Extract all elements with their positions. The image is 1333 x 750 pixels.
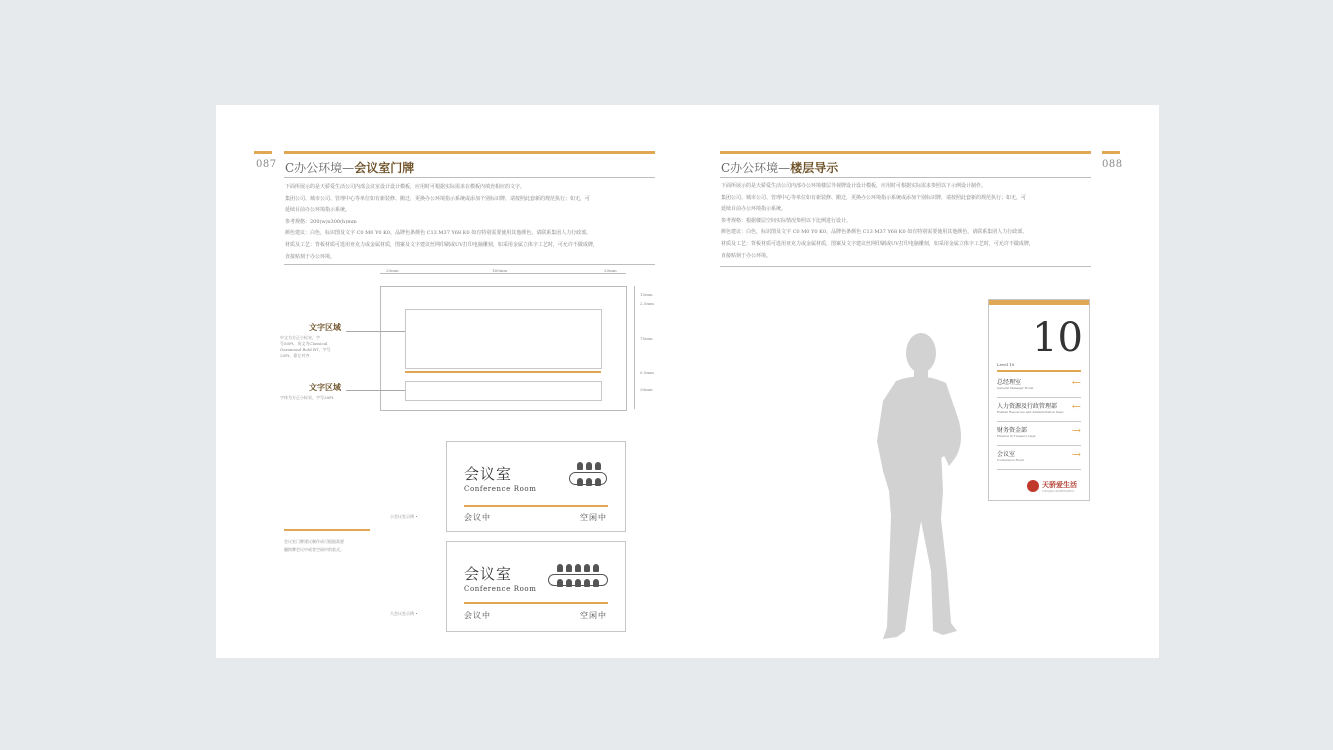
meeting-room-sign-large	[446, 541, 626, 632]
page-number-accent-right	[1102, 151, 1120, 154]
body-line: 集团公司、城市公司、管理中心等单位如有新装修、搬迁，更换办公环境指示系统或添加个别标识牌，请按照此套新的规范执行；如无，可	[285, 195, 591, 202]
directory-item-en: Conference Room	[997, 458, 1025, 462]
directory-item-name: 财务资金部	[997, 427, 1028, 434]
title-prefix: C办公环境—	[721, 161, 791, 175]
example-label: 大会议室示例 •	[390, 611, 418, 616]
directory-item-name: 总经理室	[997, 379, 1022, 386]
callout-desc-line: 20Pt，靠左对齐	[280, 353, 310, 358]
dimension-label: 0.5mm	[640, 370, 654, 375]
text-area-box-2	[405, 381, 602, 401]
note-line: 会议室门牌建议制作成可根据需要	[284, 539, 344, 544]
body-line: 材质及工艺：背板材质可选用亚克力或金属材质，图案及文字建议丝网印刷或UV打印电脑雕刻，如采用金属立体字工艺时，可允许不做成牌，	[721, 240, 1034, 247]
meeting-room-sign-small	[446, 441, 626, 532]
directory-item	[997, 422, 1081, 446]
body-line: 参考规格：200(w)x300(h)mm	[285, 218, 357, 225]
body-line: 下面所展示的是天骄爱生活公司内部会议室设计设计模板，应用时可根据实际需求在模板内填充相应的文字。	[285, 184, 526, 190]
sign-name-en: Conference Room	[464, 485, 537, 493]
page-number-left: 087	[256, 159, 277, 170]
callout-leader-line	[346, 331, 405, 332]
example-label: 小会议室示例 •	[390, 514, 418, 519]
person-silhouette	[861, 331, 969, 641]
divider	[284, 177, 655, 178]
callout-desc-line: 号50Pt，英文为Classical	[280, 341, 328, 346]
arrow-right-icon: →	[1071, 448, 1081, 461]
callout-title: 文字区域	[309, 322, 341, 332]
floor-directory-sign	[988, 299, 1090, 501]
directory-item-en: General Manager Room	[997, 386, 1034, 390]
large-meeting-room-icon	[547, 564, 611, 594]
body-line: 直接贴刻于办公环境。	[285, 253, 336, 260]
body-line: 材质及工艺：背板材质可选用亚克力或金属材质，图案及文字建议丝网印刷或UV打印电脑雕刻，如采用金属立体字工艺时，可允许不做成牌，	[285, 241, 598, 248]
body-line: 延续目前办公环境指示系统。	[285, 207, 351, 214]
title-highlight: 会议室门牌	[354, 161, 415, 175]
dimension-line-right	[634, 286, 638, 409]
arrow-left-icon: ←	[1071, 376, 1081, 389]
directory-item	[997, 398, 1081, 422]
divider	[284, 264, 655, 265]
body-text-right	[721, 181, 1091, 262]
status-available: 空闲中	[580, 611, 607, 620]
floor-label: Level 10	[997, 362, 1015, 367]
body-line: 参考规格：根据楼层空间实际情况参照以下比例进行设计。	[721, 217, 852, 224]
brand-subtitle: TIANJIAO AISHENGHUO	[1042, 490, 1075, 493]
floor-number: 10	[1032, 315, 1083, 361]
directory-item-en: Human Resources and Administration Dept.	[997, 410, 1065, 414]
status-available: 空闲中	[580, 513, 607, 522]
callout-description	[280, 335, 331, 359]
dimension-label: 15mm	[640, 292, 653, 297]
arrow-right-icon: →	[1071, 424, 1081, 437]
title-accent-bar-left	[284, 151, 655, 154]
body-text-left	[285, 182, 655, 263]
brand-color-strip	[405, 371, 601, 373]
callout-desc-line: Garamond Bold BT，字号	[280, 347, 331, 352]
page-title-right	[721, 159, 838, 176]
dimension-label: 30mm	[640, 387, 653, 392]
page-number-accent-left	[254, 151, 272, 154]
callout-description: 字体为方正小标宋，字号28Pt	[280, 395, 334, 400]
text-area-box-1	[405, 309, 602, 369]
example-label-text: 大会议室示例	[390, 611, 414, 616]
sign-color-bar	[464, 602, 608, 604]
directory-item	[997, 446, 1081, 470]
callout-leader-line	[346, 390, 405, 391]
callout-desc-line: 中文为方正小标宋，字	[280, 335, 320, 340]
title-accent-bar-right	[720, 151, 1091, 154]
dimension-line-top	[380, 273, 626, 278]
title-highlight: 楼层导示	[790, 161, 839, 175]
dimension-label: 20mm	[386, 268, 399, 273]
arrow-left-icon: ←	[1071, 400, 1081, 413]
dimension-label: 2.5mm	[640, 301, 654, 306]
directory-top-bar	[989, 300, 1089, 305]
directory-item-name: 会议室	[997, 451, 1016, 458]
note-line: 翻换牌会议中或者空闲中的款式。	[284, 547, 344, 552]
body-line: 下面所展示的是天骄爱生活公司内部办公环境楼层导视牌设计设计模板，应用时可根据实际需求参照以下示例设计制作。	[721, 183, 987, 189]
title-prefix: C办公环境—	[285, 161, 355, 175]
page-number-right: 088	[1102, 159, 1123, 170]
example-label-text: 小会议室示例	[390, 514, 414, 519]
brand-logo	[1027, 480, 1039, 492]
dimension-label: 75mm	[640, 336, 653, 341]
divider	[720, 177, 1091, 178]
body-line: 直接贴刻于办公环境。	[721, 252, 772, 259]
brand-name: 天骄爱生活	[1042, 480, 1077, 489]
note-accent-bar	[284, 529, 370, 531]
sign-name-cn: 会议室	[464, 565, 513, 583]
status-in-meeting: 会议中	[464, 513, 491, 522]
body-line: 延续目前办公环境指示系统。	[721, 206, 787, 213]
sign-color-bar	[464, 505, 608, 507]
small-meeting-room-icon	[568, 462, 610, 494]
directory-item-name: 人力资源及行政管理部	[997, 403, 1058, 410]
divider	[720, 266, 1091, 267]
sign-name-en: Conference Room	[464, 585, 537, 593]
body-line: 颜色建议：白色，标识图及文字 C0 M0 Y0 K0，品牌色条颜色 C13 M37 Y68 K0 如有特别需要使用其他颜色，请联系集团人力行政部。	[721, 229, 1028, 236]
brochure-spread	[216, 105, 1159, 658]
note-text	[284, 538, 344, 554]
directory-item-en: Finance & Treasury Dept.	[997, 434, 1037, 438]
dimension-label: 20mm	[604, 268, 617, 273]
directory-color-bar	[997, 370, 1081, 372]
status-in-meeting: 会议中	[464, 611, 491, 620]
directory-item	[997, 374, 1081, 398]
page-title-left	[285, 159, 414, 176]
body-line: 颜色建议：白色，标识图及文字 C0 M0 Y0 K0，品牌色条颜色 C13 M37 Y68 K0 如有特别需要使用其他颜色，请联系集团人力行政部。	[285, 230, 592, 237]
callout-title: 文字区域	[309, 382, 341, 392]
body-line: 集团公司、城市公司、管理中心等单位如有新装修、搬迁，更换办公环境指示系统或添加个别标识牌，请按照此套新的规范执行；如无，可	[721, 194, 1027, 201]
sign-name-cn: 会议室	[464, 465, 513, 483]
dimension-label: 160mm	[492, 268, 508, 273]
